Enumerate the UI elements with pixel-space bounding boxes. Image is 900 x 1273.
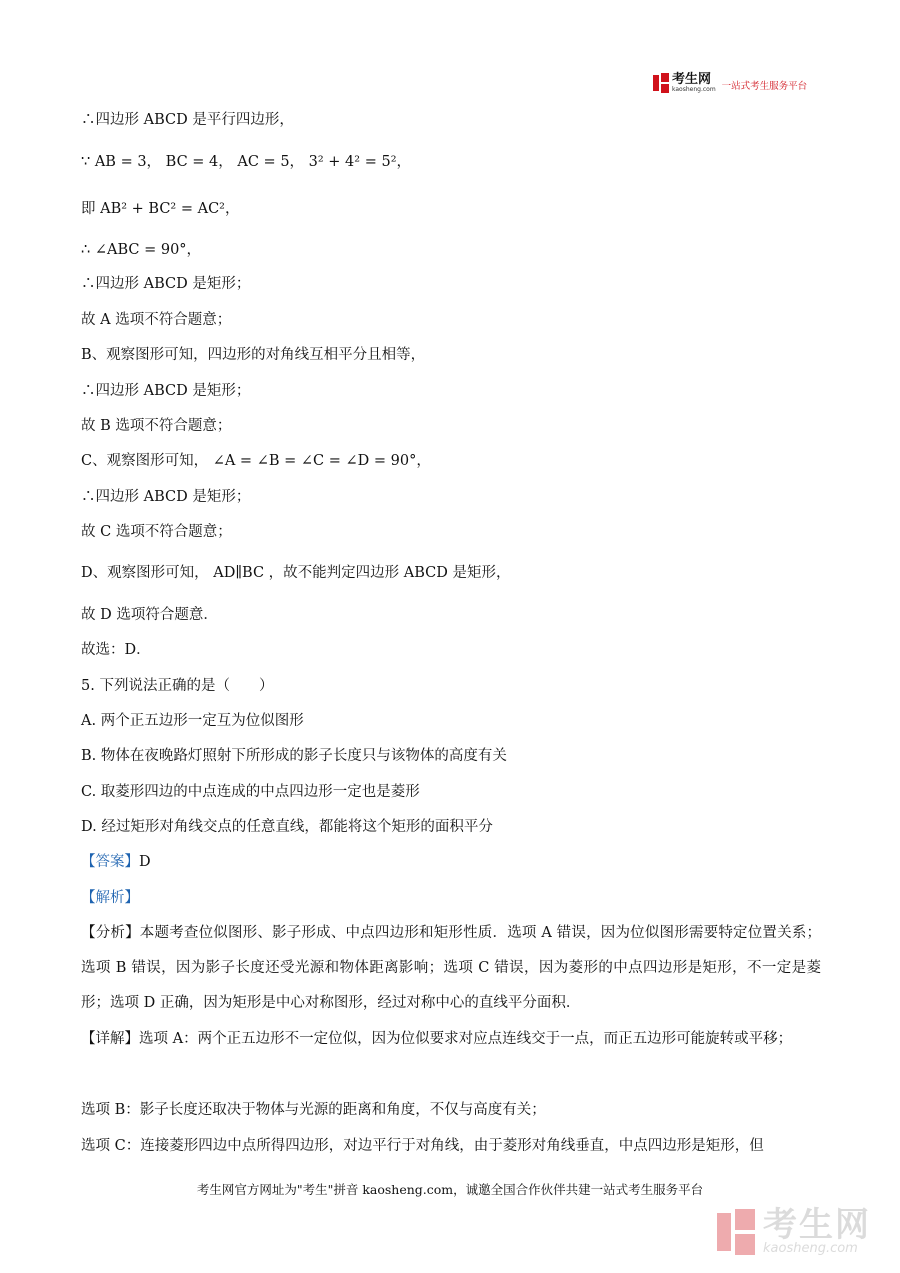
- text-line: ∴四边形 ABCD 是平行四边形，: [81, 112, 294, 128]
- question-title: 5. 下列说法正确的是（ ）: [81, 678, 274, 694]
- option-d: D. 经过矩形对角线交点的任意直线，都能将这个矩形的面积平分: [81, 819, 493, 835]
- xiangjie-tag: 【详解】: [81, 1031, 139, 1047]
- text-line: 故 B 选项不符合题意；: [81, 418, 232, 434]
- analysis-tag: 【解析】: [81, 890, 139, 906]
- fenxi-text: 本题考查位似图形、影子形成、中点四边形和矩形性质．选项 A 错误，因为位似图形需要特定位置关系；选项 B 错误，因为影子长度还受光源和物体距离影响；选项 C 错误，因为菱形的中点四边形是矩形，不一定是菱形；选项 D 正确，因为矩形是中心对称图形，经过对称中心的直线平分面积．: [81, 925, 822, 1011]
- answer-tag: 【答案】: [81, 854, 139, 870]
- text-line: C、观察图形可知， ∠A = ∠B = ∠C = ∠D = 90°，: [81, 453, 431, 469]
- text-line: ∴四边形 ABCD 是矩形；: [81, 383, 251, 399]
- fenxi-tag: 【分析】: [81, 925, 140, 941]
- text-line: 即 AB² + BC² = AC²，: [81, 201, 240, 217]
- watermark-url: kaosheng.com: [763, 1241, 858, 1256]
- text-line: D、观察图形可知， AD∥BC ，故不能判定四边形 ABCD 是矩形，: [81, 565, 511, 581]
- option-b-analysis: 选项 B：影子长度还取决于物体与光源的距离和角度，不仅与高度有关；: [81, 1102, 546, 1118]
- text-line: ∵ AB = 3， BC = 4， AC = 5， 3² + 4² = 5²，: [81, 154, 412, 170]
- option-c-analysis: 选项 C：连接菱形四边中点所得四边形，对边平行于对角线，由于菱形对角线垂直，中点四边形是矩形，但: [81, 1138, 764, 1154]
- text-line: 故 A 选项不符合题意；: [81, 312, 232, 328]
- kaosheng-logo-icon: [653, 73, 669, 93]
- logo-name: 考生网: [672, 72, 712, 87]
- text-line: 故选：D．: [81, 642, 151, 658]
- text-line: ∴ ∠ABC = 90°，: [81, 242, 202, 258]
- header-logo: [653, 73, 807, 93]
- text-line: ∴四边形 ABCD 是矩形；: [81, 489, 251, 505]
- text-line: B、观察图形可知，四边形的对角线互相平分且相等，: [81, 347, 426, 363]
- text-line: 故 C 选项不符合题意；: [81, 524, 232, 540]
- kaosheng-watermark-icon: [717, 1209, 757, 1255]
- watermark: [717, 1205, 871, 1256]
- xiangjie-paragraph: [81, 1022, 821, 1057]
- logo-url: kaosheng.com: [672, 86, 716, 93]
- watermark-name: 考生网: [763, 1205, 871, 1245]
- answer-value: D: [139, 854, 151, 870]
- footer-text: 考生网官方网址为"考生"拼音 kaosheng.com，诚邀全国合作伙伴共建一站式考生服务平台: [196, 1182, 704, 1197]
- logo-slogan: 一站式考生服务平台: [721, 81, 808, 92]
- option-a: A. 两个正五边形一定互为位似图形: [81, 713, 304, 729]
- text-line: 故 D 选项符合题意．: [81, 607, 218, 623]
- answer-row: [81, 852, 151, 872]
- text-line: ∴四边形 ABCD 是矩形；: [81, 276, 251, 292]
- fenxi-paragraph: [81, 916, 821, 1021]
- analysis-row: [81, 888, 139, 908]
- xiangjie-text: 选项 A：两个正五边形不一定位似，因为位似要求对应点连线交于一点，而正五边形可能旋转或平移；: [139, 1031, 793, 1047]
- option-c: C. 取菱形四边的中点连成的中点四边形一定也是菱形: [81, 784, 420, 800]
- option-b: B. 物体在夜晚路灯照射下所形成的影子长度只与该物体的高度有关: [81, 748, 507, 764]
